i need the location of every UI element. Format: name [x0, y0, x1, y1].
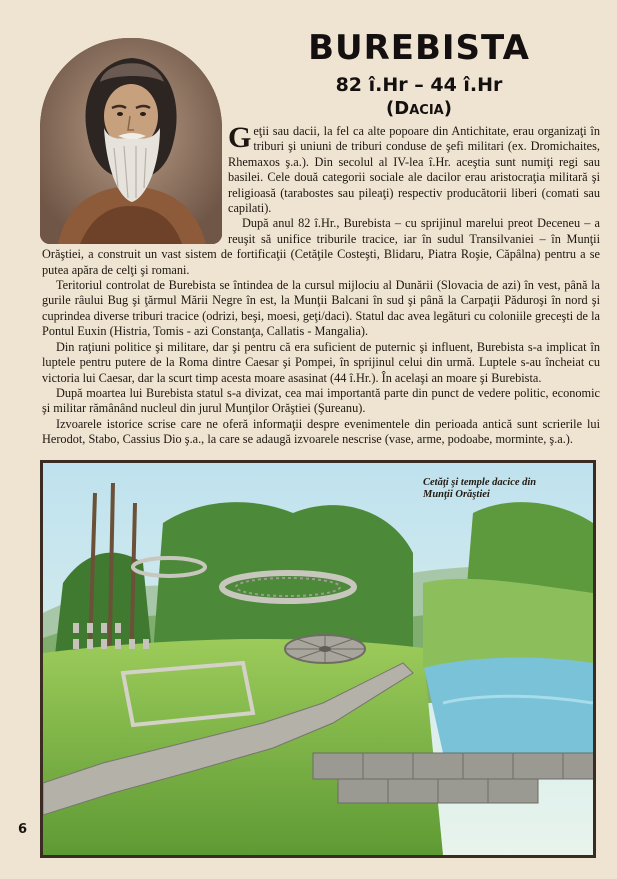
page-number: 6 [18, 822, 28, 837]
page-title: BUREBISTA [308, 28, 530, 68]
lifespan-dates: 82 î.Hr – 44 î.Hr [335, 74, 503, 96]
illustration-caption: Cetăţi şi temple dacice din Munţii Orăştiei [423, 477, 537, 500]
sanctuary-illustration [40, 460, 596, 858]
region-label: (Dacia) [386, 98, 452, 119]
paragraph-5: După moartea lui Burebista statul s-a divizat, cea mai importantă parte din punct de vedere politic, economic şi militar rămânând nucleul din jurul Munţilor Orăştiei (Şureanu). [42, 385, 600, 416]
paragraph-4: Din raţiuni politice şi militare, dar şi pentru că era suficient de puternic şi influent, Burebista s-a implicat în luptele pentru putere de la Roma dintre Caesar şi Pompei, în sprijinul celui din urmă. Luptele s-au încheiat cu victoria lui Caesar, dar la scurt timp acesta moare asasinat (44 î.Hr.). În acelaşi an moare şi Burebista. [42, 339, 600, 385]
paragraph-1-text: eţii sau dacii, la fel ca alte popoare din Antichitate, erau organizaţi în triburi şi uniuni de triburi conduse de şefi militari (ex. Dromichaites, Rhemaxos ş.a.). Din secolul al IV-lea î.Hr. aceştia sunt numiţi regi sau basilei. Cele două categorii sociale ale dacilor erau aristocraţia militară şi religioasă (tarabostes sau pileaţi) respectiv producătorii liberi (comati sau capilati). [228, 124, 600, 216]
portrait-float-spacer [42, 124, 228, 244]
paragraph-2: După anul 82 î.Hr., Burebista – cu sprijinul marelui preot Deceneu – a reuşit să unifice triburile tracice, iar în sudul Transilvaniei – în Munţii Orăştiei, a construit un vast sistem de fortificaţii (Cetăţile Costeşti, Blidaru, Piatra Roşie, Căpâlna) pentru a se putea apăra de celţi şi romani. [42, 216, 600, 277]
dacian-sanctuary-landscape-icon [43, 463, 593, 855]
paragraph-6: Izvoarele istorice scrise care ne oferă informaţii despre evenimentele din perioada antică sunt scrierile lui Herodot, Stabo, Cassius Dio ş.a., la care se adaugă izvoarele nescrise (vase, arme, podoabe, morminte, ş.a.). [42, 416, 600, 447]
paragraph-3: Teritoriul controlat de Burebista se întindea de la cursul mijlociu al Dunării (Slovacia de azi) în vest, până la gurile râului Bug şi ţărmul Mării Negre în est, la Munţii Balcani în sud şi până la Carpaţii Păduroşi în nord şi cuprindea diverse triburi tracice (odrizi, beşi, moesi, geţi/daci). Statul dac avea legături cu coloniile greceşti de la Pontul Euxin (Histria, Tomis - azi Constanţa, Callatis - Mangalia). [42, 278, 600, 339]
article-body [42, 121, 600, 448]
drop-cap: G [228, 121, 252, 154]
